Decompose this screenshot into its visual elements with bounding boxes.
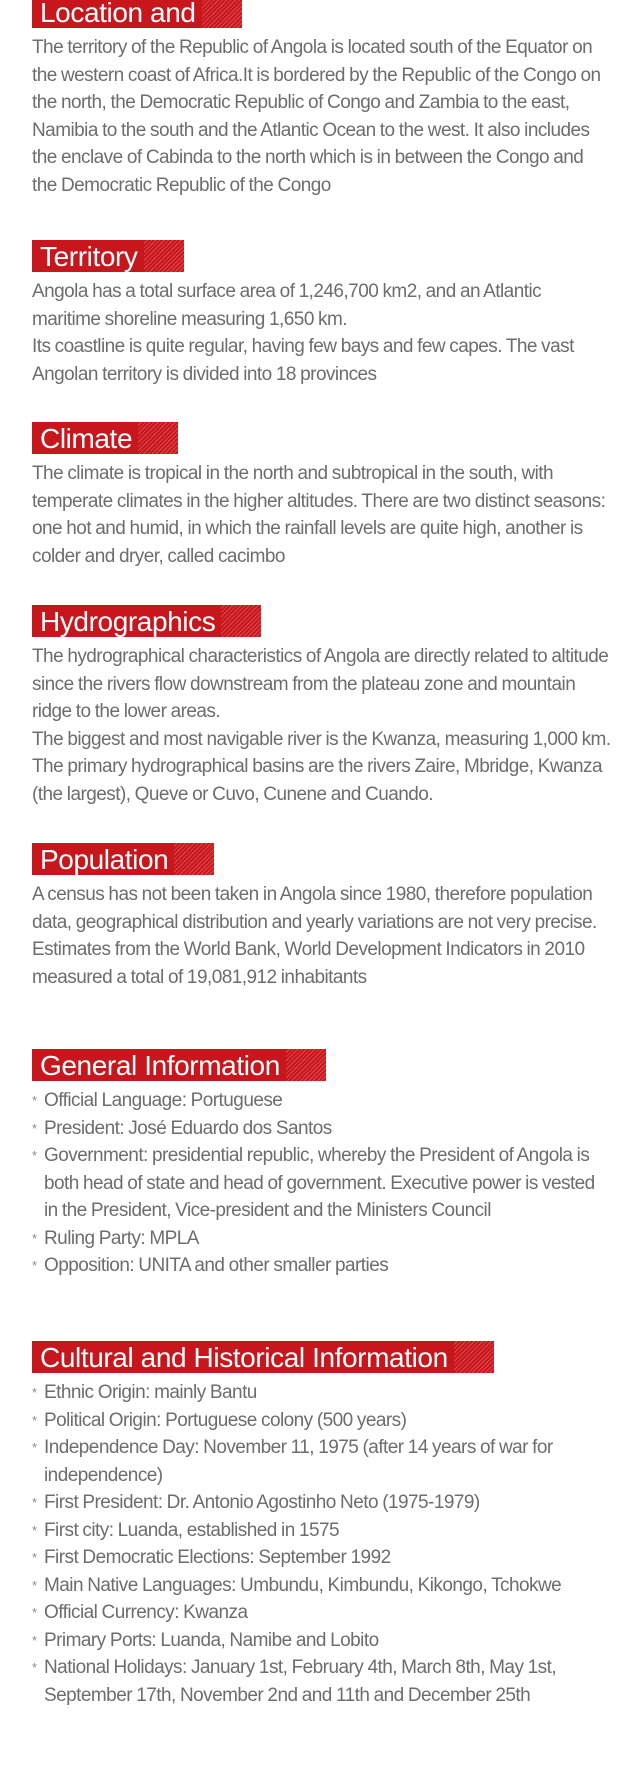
list-item: * First city: Luanda, established in 1575 [32,1517,612,1545]
asterisk-bullet-icon: * [32,1385,37,1400]
section-climate [32,422,612,570]
paragraph: The climate is tropical in the north and subtropical in the south, with temperate climates in the higher altitudes. There are two distinct seasons: one hot and humid, in which the rainfall levels are quite high, another is colder and dryer, called cacimbo [32,463,606,567]
section-heading [32,240,184,272]
general-info-list [32,1087,612,1280]
section-heading [32,1049,326,1081]
list-item: * Official Currency: Kwanza [32,1599,612,1627]
section-heading [32,605,261,637]
section-title: Territory [40,241,138,272]
section-title: Location and [40,0,196,28]
cultural-info-list [32,1379,612,1709]
list-item: * Government: presidential republic, whereby the President of Angola is both head of state and head of government. Executive power is vested in the President, Vice-president and the Ministers Council [32,1142,612,1225]
list-item: * Opposition: UNITA and other smaller parties [32,1252,612,1280]
diagonal-stripes-icon [454,1341,494,1373]
diagonal-stripes-icon [144,240,184,272]
diagonal-stripes-icon [202,0,242,28]
paragraph: The biggest and most navigable river is the Kwanza, measuring 1,000 km. The primary hydrographical basins are the rivers Zaire, Mbridge, Kwanza (the largest), Queve or Cuvo, Cunene and Cuando. [32,728,611,805]
asterisk-bullet-icon: * [32,1495,37,1510]
list-item: * Main Native Languages: Umbundu, Kimbundu, Kikongo, Tchokwe [32,1572,612,1600]
section-title: Cultural and Historical Information [40,1342,448,1373]
list-item: * First Democratic Elections: September 1992 [32,1544,612,1572]
list-item: * Ethnic Origin: mainly Bantu [32,1379,612,1407]
asterisk-bullet-icon: * [32,1230,37,1246]
asterisk-bullet-icon: * [32,1605,37,1620]
list-item: * President: José Eduardo dos Santos [32,1115,612,1143]
section-heading [32,1341,494,1373]
diagonal-stripes-icon [138,422,178,454]
list-item: * National Holidays: January 1st, February 4th, March 8th, May 1st, September 17th, November 2nd and 11th and December 25th [32,1654,612,1709]
diagonal-stripes-icon [174,843,214,875]
paragraph: Estimates from the World Bank, World Development Indicators in 2010 measured a total of 19,081,912 inhabitants [32,939,585,988]
list-item: * Political Origin: Portuguese colony (500 years) [32,1407,612,1435]
diagonal-stripes-icon [286,1049,326,1081]
paragraph: Angola has a total surface area of 1,246,700 km2, and an Atlantic maritime shoreline measuring 1,650 km. [32,281,542,330]
asterisk-bullet-icon: * [32,1522,37,1538]
asterisk-bullet-icon: * [32,1550,37,1565]
section-location [32,0,612,199]
section-heading [32,422,178,454]
asterisk-bullet-icon: * [32,1148,37,1163]
section-title: Hydrographics [40,606,216,637]
diagonal-stripes-icon [221,605,261,637]
list-item: * Official Language: Portuguese [32,1087,612,1115]
paragraph: The hydrographical characteristics of Angola are directly related to altitude since the rivers flow downstream from the plateau zone and mountain ridge to the lower areas. [32,646,609,722]
section-hydrographics [32,605,612,808]
section-title: Population [40,844,169,875]
asterisk-bullet-icon: * [32,1577,37,1593]
paragraph: Its coastline is quite regular, having few bays and few capes. The vast Angolan territory is divided into 18 provinces [32,336,574,385]
paragraph: A census has not been taken in Angola since 1980, therefore population data, geographical distribution and yearly variations are not very precise. [32,884,597,933]
list-item: * First President: Dr. Antonio Agostinho Neto (1975-1979) [32,1489,612,1517]
section-heading [32,0,242,28]
asterisk-bullet-icon: * [32,1660,37,1675]
section-title: General Information [40,1050,280,1081]
section-title: Climate [40,423,133,454]
section-heading [32,843,214,875]
list-item: * Ruling Party: MPLA [32,1225,612,1253]
paragraph: The territory of the Republic of Angola is located south of the Equator on the western coast of Africa.It is bordered by the Republic of the Congo on the north, the Democratic Republic of Congo and Zambia to the east, Namibia to the south and the Atlantic Ocean to the west. It also includes the enclave of Cabinda to the north which is in between the Congo and the Democratic Republic of the Congo [32,37,601,196]
list-item: * Primary Ports: Luanda, Namibe and Lobito [32,1627,612,1655]
asterisk-bullet-icon: * [32,1412,37,1428]
section-cultural-historical [32,1341,612,1709]
section-territory [32,240,612,388]
list-item: * Independence Day: November 11, 1975 (after 14 years of war for independence) [32,1434,612,1489]
asterisk-bullet-icon: * [32,1440,37,1455]
asterisk-bullet-icon: * [32,1258,37,1273]
asterisk-bullet-icon: * [32,1120,37,1136]
asterisk-bullet-icon: * [32,1632,37,1648]
section-general-information [32,1049,612,1280]
section-population [32,843,612,991]
asterisk-bullet-icon: * [32,1093,37,1108]
